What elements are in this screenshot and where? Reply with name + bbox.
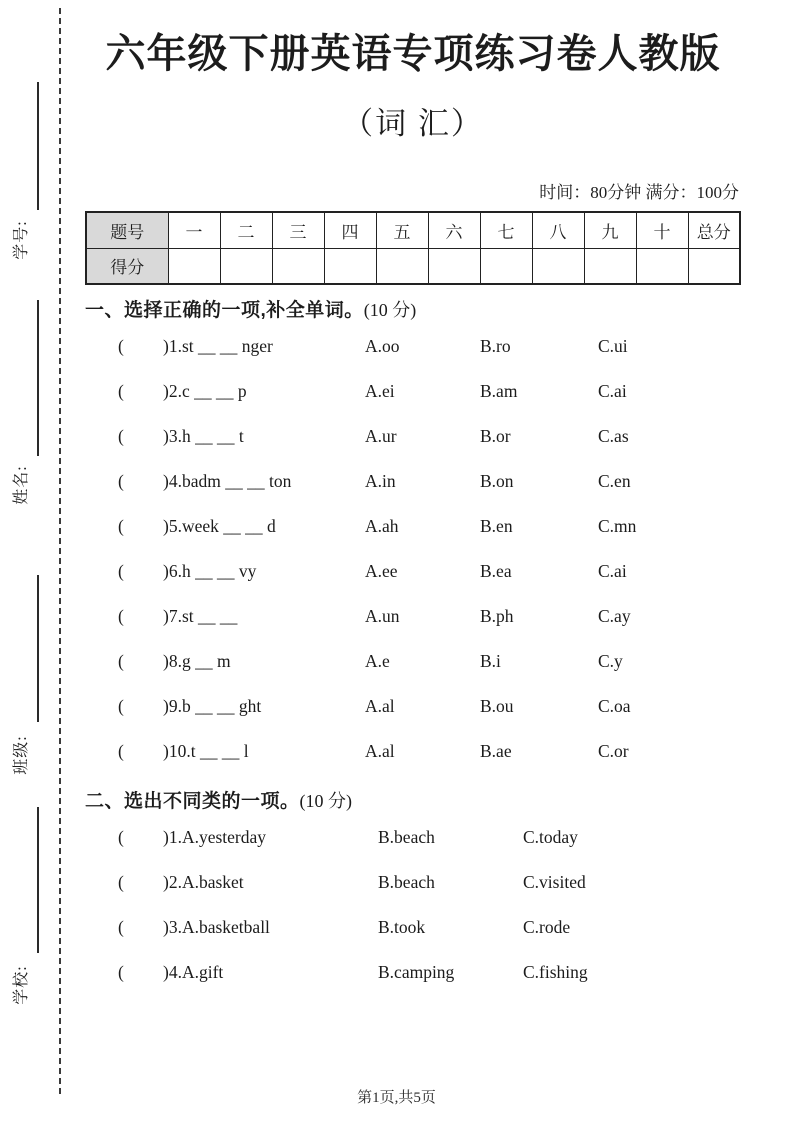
option-b: B.am <box>480 381 518 401</box>
answer-bracket: ( <box>118 561 124 581</box>
question-row-s1-2 <box>85 369 741 414</box>
option-b: B.i <box>480 651 501 671</box>
section2-heading-text: 二、选出不同类的一项。 <box>85 791 300 812</box>
score-empty-cell <box>636 248 688 284</box>
score-empty-cell <box>168 248 220 284</box>
question-stem: )4.A.gift <box>163 962 224 982</box>
name-label: 姓名: <box>13 465 30 505</box>
score-empty-cell <box>532 248 584 284</box>
question-stem: )4.badm __ __ ton <box>163 471 292 491</box>
question-stem: )1.A.yesterday <box>163 827 267 847</box>
paper-title: 六年级下册英语专项练习卷人教版 <box>105 31 721 76</box>
score-empty-cell <box>272 248 324 284</box>
section1-heading <box>85 297 741 324</box>
column-header-cell: 总分 <box>688 212 740 248</box>
question-row-s2-1 <box>85 815 741 860</box>
answer-bracket: ( <box>118 471 124 491</box>
option-b: B.took <box>378 917 426 937</box>
column-header-cell: 六 <box>428 212 480 248</box>
answer-bracket: ( <box>118 741 124 761</box>
option-a: A.al <box>365 741 395 761</box>
score-table-score-row <box>86 248 740 284</box>
answer-bracket: ( <box>118 696 124 716</box>
option-c: C.ai <box>598 561 627 581</box>
question-row-s1-6 <box>85 549 741 594</box>
option-b: B.ro <box>480 336 511 356</box>
option-c: C.ui <box>598 336 628 356</box>
score-label-cell: 得分 <box>86 248 168 284</box>
question-stem: )7.st __ __ <box>163 606 238 626</box>
question-row-s1-7 <box>85 594 741 639</box>
student-id-label: 学号: <box>13 220 30 260</box>
option-c: C.mn <box>598 516 637 536</box>
question-stem: )3.A.basketball <box>163 917 270 937</box>
column-header-cell: 九 <box>584 212 636 248</box>
column-header-cell: 十 <box>636 212 688 248</box>
option-a: A.ah <box>365 516 399 536</box>
question-stem: )10.t __ __ l <box>163 741 249 761</box>
question-stem: )9.b __ __ ght <box>163 696 262 716</box>
column-header-cell: 三 <box>272 212 324 248</box>
option-b: B.ea <box>480 561 512 581</box>
score-empty-cell <box>428 248 480 284</box>
answer-bracket: ( <box>118 917 124 937</box>
column-header-cell: 四 <box>324 212 376 248</box>
section2-heading <box>85 788 741 815</box>
answer-bracket: ( <box>118 336 124 356</box>
question-row-s1-10 <box>85 729 741 774</box>
answer-bracket: ( <box>118 872 124 892</box>
option-c: C.rode <box>523 917 571 937</box>
score-empty-cell <box>376 248 428 284</box>
column-header-cell: 五 <box>376 212 428 248</box>
answer-bracket: ( <box>118 381 124 401</box>
option-b: B.on <box>480 471 514 491</box>
option-b: B.camping <box>378 962 455 982</box>
option-a: A.un <box>365 606 400 626</box>
question-stem: )3.h __ __ t <box>163 426 244 446</box>
option-c: C.en <box>598 471 631 491</box>
question-stem: )1.st __ __ nger <box>163 336 273 356</box>
score-empty-cell <box>324 248 376 284</box>
question-row-s2-3 <box>85 905 741 950</box>
content-area <box>85 0 741 995</box>
score-empty-cell <box>480 248 532 284</box>
class-blank-line <box>37 575 39 722</box>
question-stem: )6.h __ __ vy <box>163 561 257 581</box>
option-a: A.e <box>365 651 390 671</box>
option-b: B.beach <box>378 827 435 847</box>
section2-points: (10 分) <box>299 791 353 811</box>
answer-bracket: ( <box>118 827 124 847</box>
question-stem: )5.week __ __ d <box>163 516 276 536</box>
question-row-s1-5 <box>85 504 741 549</box>
question-row-s2-2 <box>85 860 741 905</box>
option-c: C.or <box>598 741 629 761</box>
option-c: C.ay <box>598 606 631 626</box>
option-a: A.ur <box>365 426 397 446</box>
column-header-cell: 八 <box>532 212 584 248</box>
option-b: B.ae <box>480 741 512 761</box>
option-c: C.ai <box>598 381 627 401</box>
option-b: B.ph <box>480 606 514 626</box>
score-table-header-row <box>86 212 740 248</box>
seal-dashed-line <box>59 8 61 1094</box>
column-header-cell: 二 <box>220 212 272 248</box>
class-label: 班级: <box>13 735 30 775</box>
question-row-s1-1 <box>85 324 741 369</box>
option-a: A.ei <box>365 381 395 401</box>
question-number-label-cell: 题号 <box>86 212 168 248</box>
answer-bracket: ( <box>118 426 124 446</box>
option-b: B.en <box>480 516 513 536</box>
score-empty-cell <box>220 248 272 284</box>
student-id-blank-line <box>37 82 39 210</box>
option-c: C.fishing <box>523 962 588 982</box>
column-header-cell: 七 <box>480 212 532 248</box>
name-blank-line <box>37 300 39 456</box>
section1-heading-text: 一、选择正确的一项,补全单词。 <box>85 300 364 321</box>
score-empty-cell <box>584 248 636 284</box>
column-header-cell: 一 <box>168 212 220 248</box>
score-table <box>85 211 741 285</box>
question-row-s1-4 <box>85 459 741 504</box>
option-c: C.oa <box>598 696 631 716</box>
question-stem: )2.A.basket <box>163 872 244 892</box>
option-c: C.y <box>598 651 623 671</box>
school-blank-line <box>37 807 39 953</box>
option-c: C.visited <box>523 872 586 892</box>
option-a: A.oo <box>365 336 400 356</box>
question-row-s1-9 <box>85 684 741 729</box>
question-row-s2-4 <box>85 950 741 995</box>
option-a: A.al <box>365 696 395 716</box>
option-b: B.beach <box>378 872 435 892</box>
answer-bracket: ( <box>118 606 124 626</box>
time-and-score-info: 时间：80分钟 满分：100分 <box>539 183 739 202</box>
answer-bracket: ( <box>118 962 124 982</box>
option-a: A.in <box>365 471 396 491</box>
option-b: B.or <box>480 426 511 446</box>
score-empty-cell <box>688 248 740 284</box>
option-b: B.ou <box>480 696 514 716</box>
answer-bracket: ( <box>118 651 124 671</box>
option-a: A.ee <box>365 561 398 581</box>
page-number-footer: 第1页,共5页 <box>357 1090 436 1106</box>
question-row-s1-8 <box>85 639 741 684</box>
answer-bracket: ( <box>118 516 124 536</box>
option-c: C.today <box>523 827 578 847</box>
question-stem: )2.c __ __ p <box>163 381 247 401</box>
section1-points: (10 分) <box>363 300 417 320</box>
paper-subtitle: （词 汇） <box>342 106 484 141</box>
option-c: C.as <box>598 426 629 446</box>
question-row-s1-3 <box>85 414 741 459</box>
question-stem: )8.g __ m <box>163 651 231 671</box>
school-label: 学校: <box>13 965 30 1005</box>
